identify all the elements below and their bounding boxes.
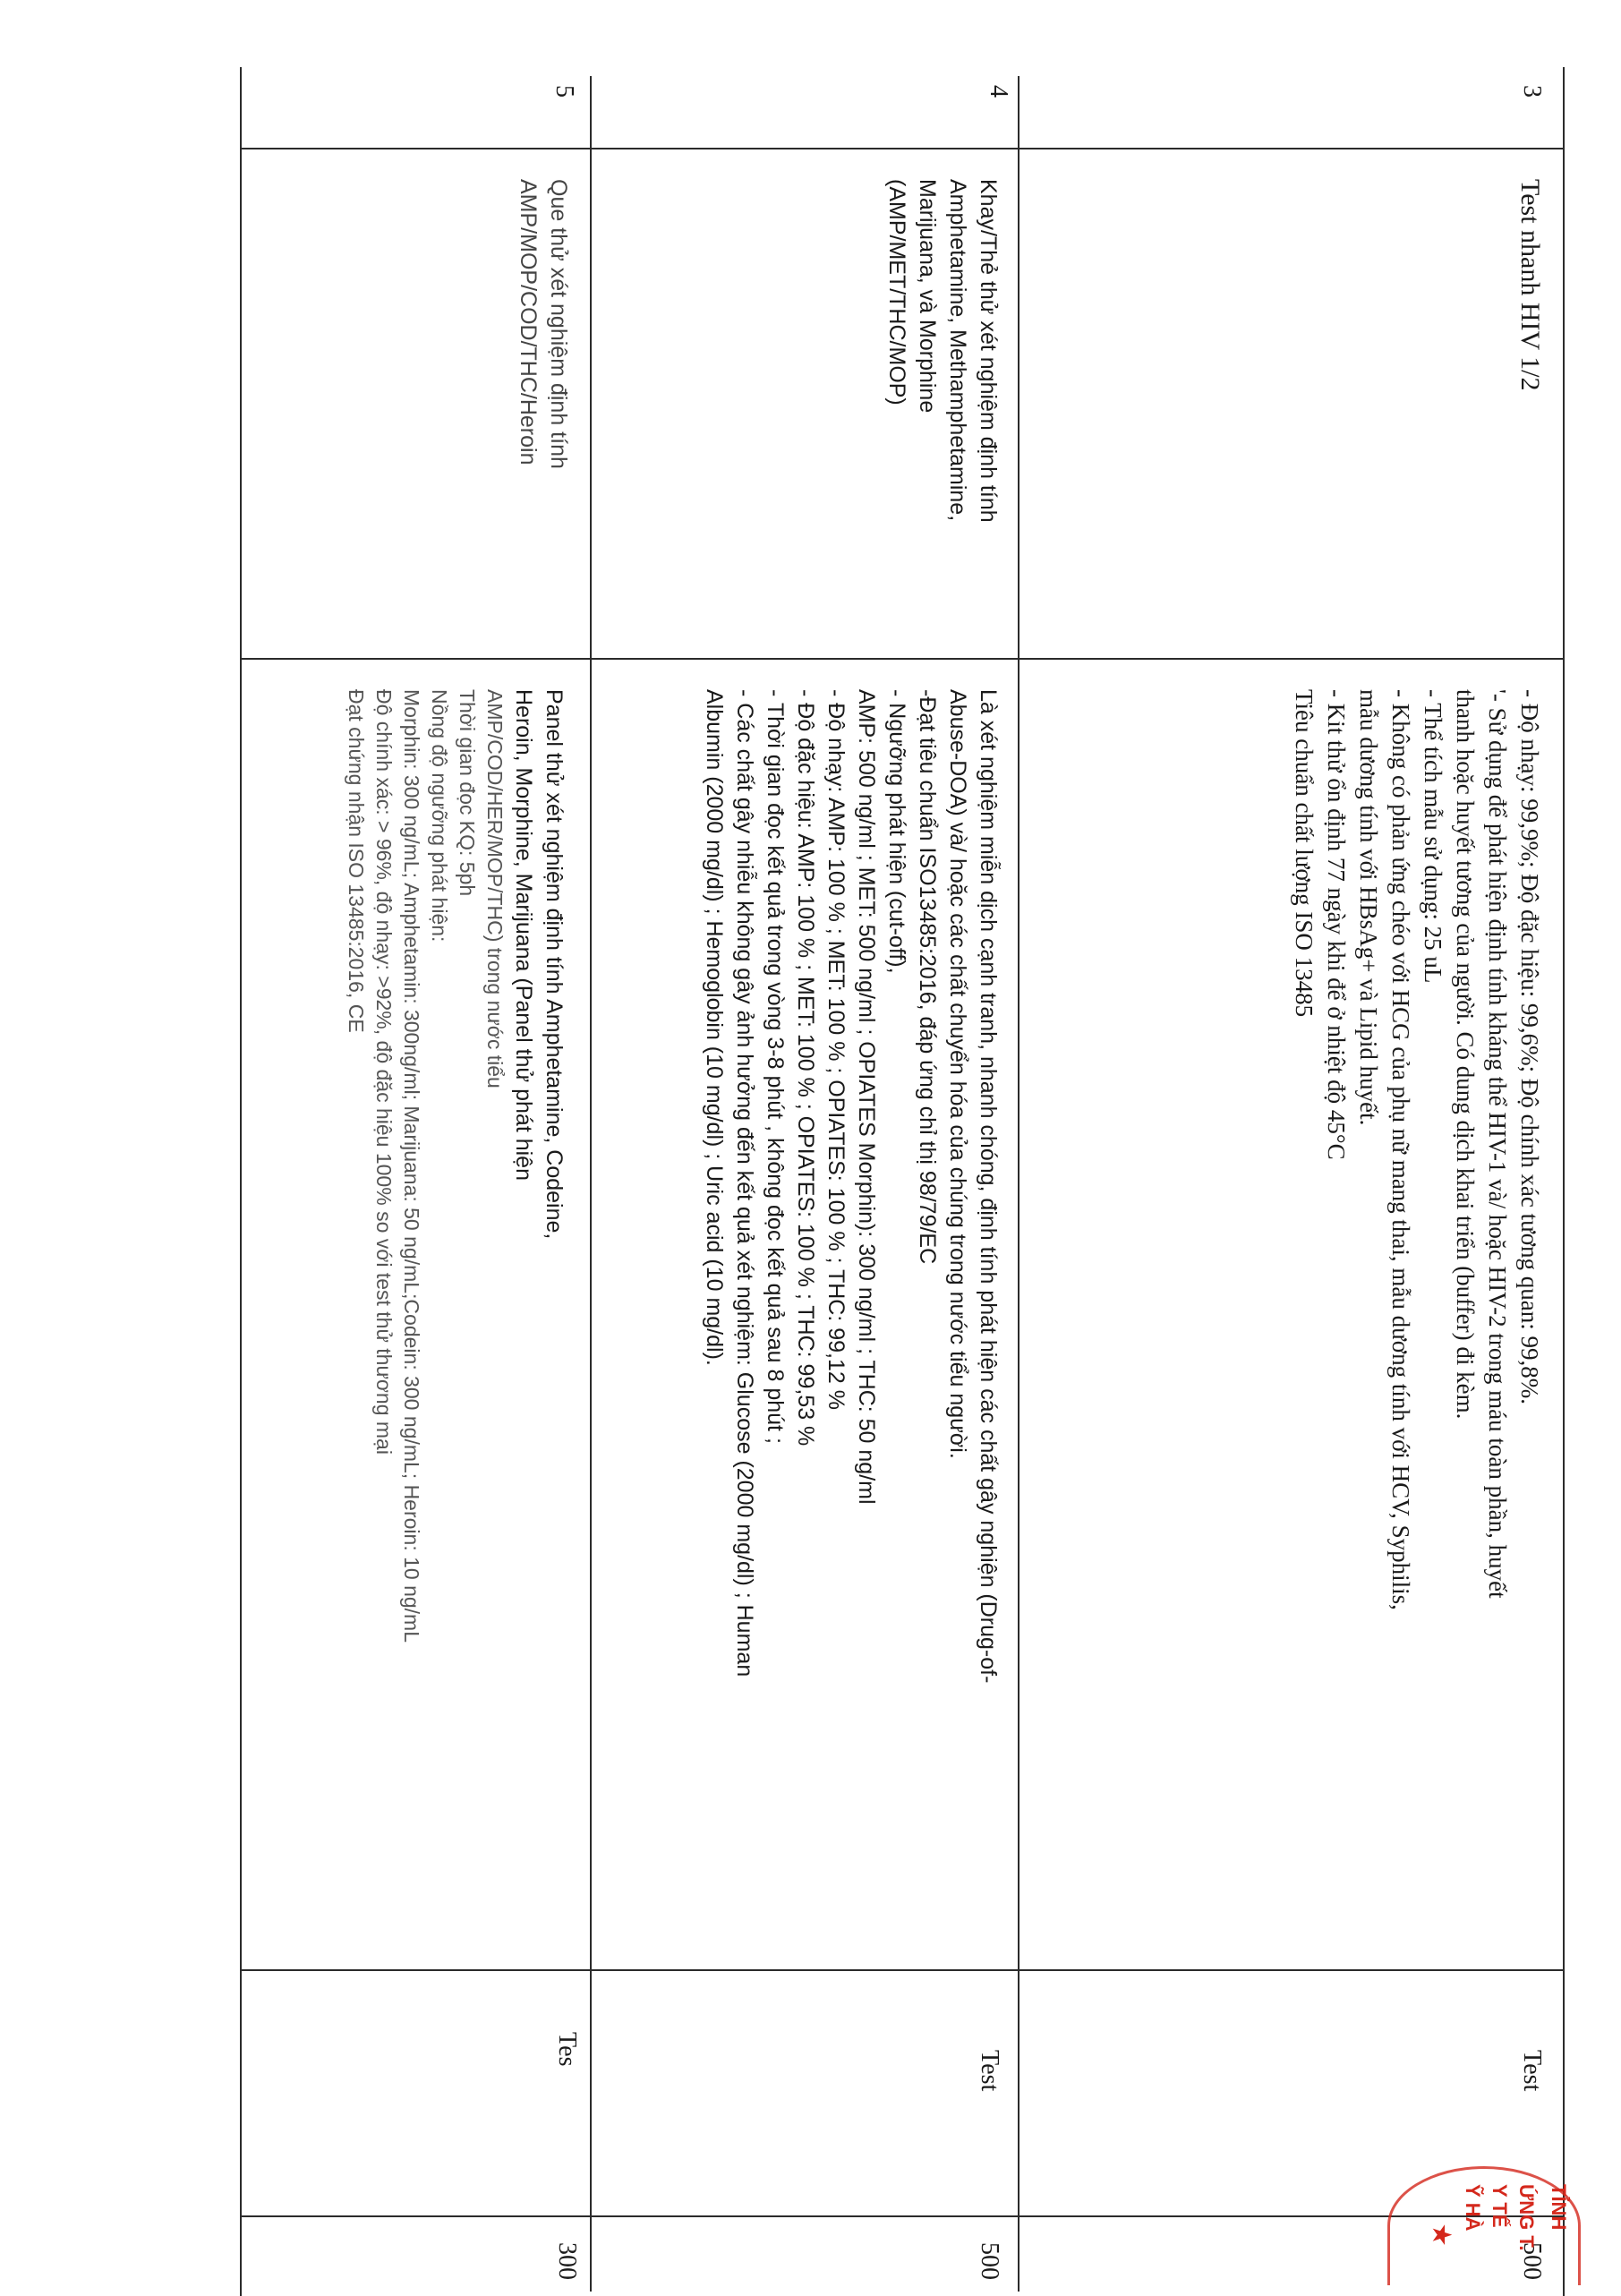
row-3-spec-line: - Thể tích mẫu sử dụng: 25 uL — [1420, 689, 1446, 984]
col-divider-name — [240, 658, 1565, 660]
table-top-border — [1563, 67, 1565, 2296]
row-4-spec-line: -Đạt tiêu chuẩn ISO13485:2016, đáp ứng chỉ thị 98/79/EC — [915, 689, 940, 1265]
row-4-spec-line: - Các chất gây nhiễu không gây ảnh hưởng đến kết quả xét nghiệm: Glucose (2000 mg/dl) ; Human — [732, 689, 757, 1677]
col-divider-stt — [240, 148, 1565, 149]
row-5-qty: 300 — [553, 2242, 581, 2280]
row-divider-4-5 — [590, 76, 592, 2292]
row-3-spec-line: '- Sử dụng để phát hiện định tính kháng thể HIV-1 và/ hoặc HIV-2 trong máu toàn phần, huyết — [1484, 689, 1511, 1599]
row-3-name — [1514, 179, 1546, 390]
seal-text: Ỹ HÀ — [1462, 2184, 1484, 2232]
row-4-spec-line: AMP: 500 ng/ml ; MET: 500 ng/ml ; OPIATES Morphin): 300 ng/ml ; THC: 50 ng/ml — [854, 689, 879, 1505]
row-5-stt: 5 — [550, 85, 578, 98]
row-4-spec-line: - Ngưỡng phát hiện (cut-off), — [884, 689, 909, 974]
seal-text: TỈNH — [1548, 2184, 1570, 2231]
row-4-qty: 500 — [976, 2242, 1003, 2280]
row-divider-3-4 — [1018, 76, 1020, 2292]
row-5-unit: Tes — [553, 2032, 581, 2067]
row-3-spec — [1288, 689, 1546, 1610]
row-5-spec-faint-line: AMP/COD/HER/MOP/THC) trong nước tiểu — [483, 689, 507, 1088]
row-5-spec-faint-line: Thời gian đọc KQ: 5ph — [456, 689, 479, 897]
row-4-name-line: Amphetamine, Methamphetamine, — [945, 179, 970, 522]
col-divider-spec — [240, 1969, 1565, 1971]
row-4-name-line: Marijuana, và Morphine — [915, 179, 940, 414]
seal-text: Y TẾ — [1489, 2184, 1511, 2228]
row-3-unit: Test — [1518, 2050, 1546, 2092]
row-4-name-line: Khay/Thẻ thử xét nghiệm định tính — [976, 179, 1001, 523]
row-4-spec-line: - Thời gian đọc kết quả trong vòng 3-8 phút , không đọc kết quả sau 8 phút ; — [763, 689, 788, 1444]
row-3-name-line: Test nhanh HIV 1/2 — [1515, 179, 1545, 391]
row-3-qty: 500 — [1518, 2242, 1546, 2280]
row-4-spec-line: - Độ đặc hiệu: AMP: 100 % ; MET: 100 % ; OPIATES: 100 % ; THC: 99,53 % — [793, 689, 818, 1447]
row-4-spec-line: Abuse-DOA) và/ hoặc các chất chuyển hóa của chúng trong nước tiểu người. — [945, 689, 970, 1459]
star-icon: ★ — [1429, 2224, 1455, 2246]
col-divider-unit — [240, 2215, 1565, 2217]
row-5-name-line: AMP/MOP/COD/THC/Heroin — [516, 179, 541, 465]
row-4-spec-line: Là xét nghiệm miễn dịch cạnh tranh, nhanh chóng, định tính phát hiện các chất gây nghiện (Drug-of- — [976, 689, 1001, 1684]
red-seal-stamp — [1384, 2157, 1590, 2292]
seal-text: ỨNG T. — [1515, 2184, 1538, 2251]
row-4-spec-line: Albumin (2000 mg/dl) ; Hemoglobin (10 mg/dl) ; Uric acid (10 mg/dl). — [702, 689, 727, 1366]
row-5-spec-line: Panel thử xét nghiệm định tính Amphetamine, Codeine, — [542, 689, 567, 1240]
row-4-name — [882, 179, 1003, 523]
row-3-spec-line: Tiêu chuẩn chất lượng ISO 13485 — [1291, 689, 1318, 1018]
row-5-name — [513, 179, 574, 469]
row-4-spec-line: - Độ nhạy: AMP: 100 % ; MET: 100 % ; OPIATES: 100 % ; THC: 99,12 % — [823, 689, 849, 1410]
row-5-spec-faint-line: Morphin: 300 ng/mL; Amphetamin: 300ng/ml; Marijuana: 50 ng/mL;Codein: 300 ng/mL; Heroin: 10 ng/mL — [400, 689, 423, 1643]
row-3-spec-line: mẫu dương tính với HBsAg+ và Lipid huyết. — [1355, 689, 1382, 1126]
row-3-stt: 3 — [1518, 85, 1546, 98]
row-5-spec-faint-line: Nồng độ ngưỡng phát hiện: — [428, 689, 451, 943]
row-3-spec-line: thanh hoặc huyết tương của người. Có dung dịch khai triển (buffer) đi kèm. — [1452, 689, 1479, 1420]
row-5-spec-faint-line: Đạt chứng nhận ISO 13485:2016, CE — [345, 689, 368, 1033]
row-5-spec-line: Heroin, Morphine, Marijuana (Panel thử phát hiện — [511, 689, 536, 1181]
row-4-stt: 4 — [985, 85, 1012, 98]
table-bottom-border — [240, 67, 242, 2296]
row-3-spec-line: - Không có phản ứng chéo với HCG của phụ nữ mang thai, mẫu dương tính với HCV, Syphilis, — [1387, 689, 1414, 1610]
row-3-spec-line: - Độ nhạy: 99,9%; Độ đặc hiệu: 99,6%; Độ chính xác tương quan: 99,8%. — [1516, 689, 1543, 1405]
row-5-spec — [342, 689, 569, 1643]
row-4-name-line: (AMP/MET/THC/MOP) — [884, 179, 909, 405]
row-5-name-line: Que thử xét nghiệm định tính — [546, 179, 571, 469]
row-5-spec-faint-line: Độ chính xác: > 96%, độ nhạy: >92%, độ đặc hiệu 100% so với test thử thương mại — [372, 689, 396, 1455]
row-4-spec — [699, 689, 1003, 1683]
row-4-unit: Test — [976, 2050, 1003, 2092]
row-3-spec-line: - Kit thử ổn định 77 ngày khi để ở nhiệt độ 45°C — [1323, 689, 1350, 1160]
